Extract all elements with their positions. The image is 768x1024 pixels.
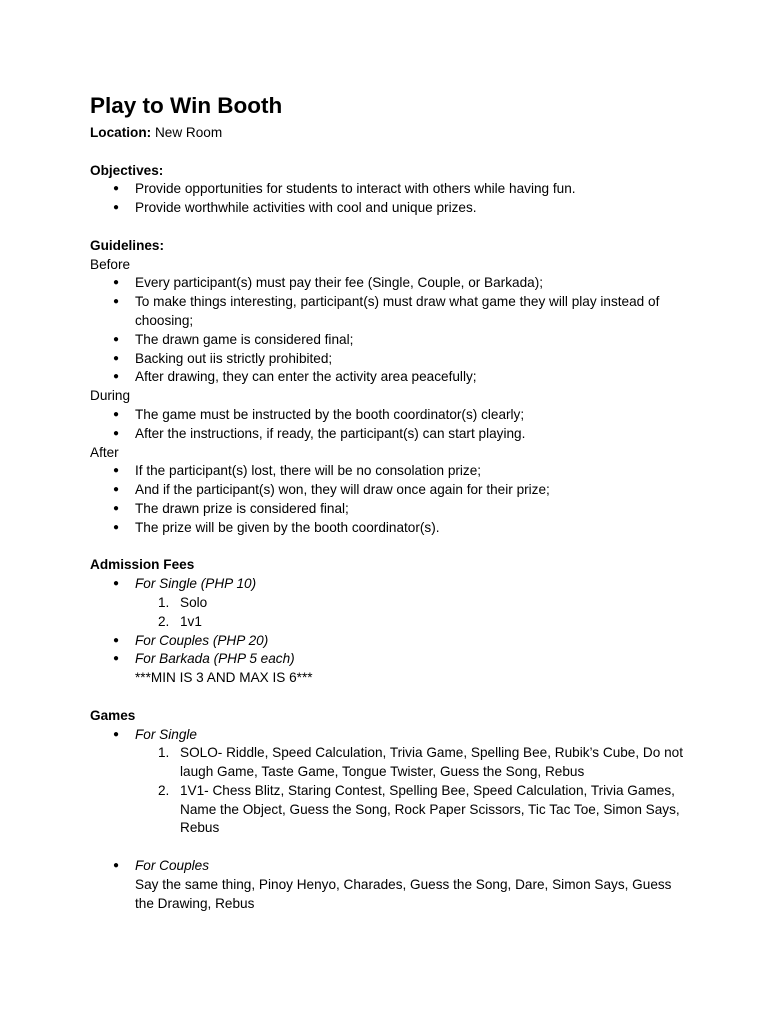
- list-item: ● Provide opportunities for students to interact with others while having fun.: [90, 180, 690, 199]
- list-item: ● The prize will be given by the booth coordinator(s).: [90, 519, 690, 538]
- guidelines-before-label: Before: [90, 256, 131, 272]
- list-item: ● The drawn prize is considered final;: [90, 500, 690, 519]
- games-couples-item: [90, 857, 690, 913]
- location-line: [90, 124, 690, 143]
- games-list: [90, 726, 690, 839]
- admission-couples-label: For Couples (PHP 20): [135, 632, 269, 648]
- list-item: ● To make things interesting, participant(s) must draw what game they will play instead of choosing;: [90, 293, 690, 331]
- location-label: Location:: [90, 125, 152, 140]
- spacer: [90, 218, 690, 237]
- admission-barkada-label: For Barkada (PHP 5 each): [135, 651, 295, 667]
- list-item: ● The game must be instructed by the booth coordinator(s) clearly;: [90, 406, 690, 425]
- sub-list-item: [135, 782, 690, 838]
- admission-single-item: [90, 575, 690, 631]
- list-number: 2.: [158, 613, 170, 629]
- list-item: ● If the participant(s) lost, there will be no consolation prize;: [90, 462, 690, 481]
- admission-couples-item: [90, 632, 690, 651]
- sub-list-text: Solo: [180, 594, 208, 610]
- list-item: ● And if the participant(s) won, they will draw once again for their prize;: [90, 481, 690, 500]
- sub-list-item: [135, 744, 690, 782]
- guidelines-before-list: [90, 274, 690, 387]
- list-number: 1.: [158, 594, 170, 610]
- sub-list-text: 1V1- Chess Blitz, Staring Contest, Spelling Bee, Speed Calculation, Trivia Games, Name the Object, Guess the Song, Rock Paper Scissors, Tic Tac Toe, Simon Says, Rebus: [180, 782, 680, 836]
- sub-list-item: [135, 613, 690, 632]
- document-title: Play to Win Booth: [90, 93, 283, 118]
- list-number: 1.: [158, 745, 170, 761]
- admission-barkada-note: ***MIN IS 3 AND MAX IS 6***: [135, 670, 313, 686]
- guidelines-during-list: [90, 406, 690, 444]
- sub-list-text: 1v1: [180, 613, 202, 629]
- guidelines-after-label: After: [90, 444, 119, 460]
- guidelines-after-list: [90, 462, 690, 537]
- sub-list-text: SOLO- Riddle, Speed Calculation, Trivia Game, Spelling Bee, Rubik’s Cube, Do not laugh Game, Taste Game, Tongue Twister, Guess the Song, Rebus: [180, 745, 683, 780]
- sub-list-item: [135, 594, 690, 613]
- list-item: ● After the instructions, if ready, the participant(s) can start playing.: [90, 425, 690, 444]
- games-single-item: [90, 726, 690, 839]
- guidelines-during-label: During: [90, 388, 131, 404]
- games-single-sublist: [135, 744, 690, 838]
- list-item: ● Provide worthwhile activities with cool and unique prizes.: [90, 199, 690, 218]
- guidelines-heading: Guidelines:: [90, 237, 165, 253]
- games-single-label: For Single: [135, 726, 197, 742]
- admission-single-sublist: [135, 594, 690, 632]
- admission-heading: Admission Fees: [90, 557, 195, 573]
- list-item: ● Every participant(s) must pay their fee (Single, Couple, or Barkada);: [90, 274, 690, 293]
- list-item: ● The drawn game is considered final;: [90, 331, 690, 350]
- spacer: [90, 688, 690, 707]
- games-list-continued: [90, 857, 690, 913]
- document-page: [90, 92, 690, 913]
- objectives-list: [90, 180, 690, 218]
- games-couples-label: For Couples: [135, 858, 210, 874]
- spacer: [90, 538, 690, 557]
- spacer: [90, 143, 690, 162]
- games-heading: Games: [90, 707, 136, 723]
- list-item: ● Backing out iis strictly prohibited;: [90, 350, 690, 369]
- admission-single-label: For Single (PHP 10): [135, 576, 257, 592]
- list-number: 2.: [158, 782, 170, 798]
- admission-barkada-item: [90, 650, 690, 688]
- list-item: ● After drawing, they can enter the activity area peacefully;: [90, 368, 690, 387]
- spacer: [90, 838, 690, 857]
- location-value: New Room: [154, 125, 223, 140]
- games-couples-text: Say the same thing, Pinoy Henyo, Charades, Guess the Song, Dare, Simon Says, Guess the Drawing, Rebus: [135, 876, 672, 911]
- admission-list: [90, 575, 690, 688]
- objectives-heading: Objectives:: [90, 162, 164, 178]
